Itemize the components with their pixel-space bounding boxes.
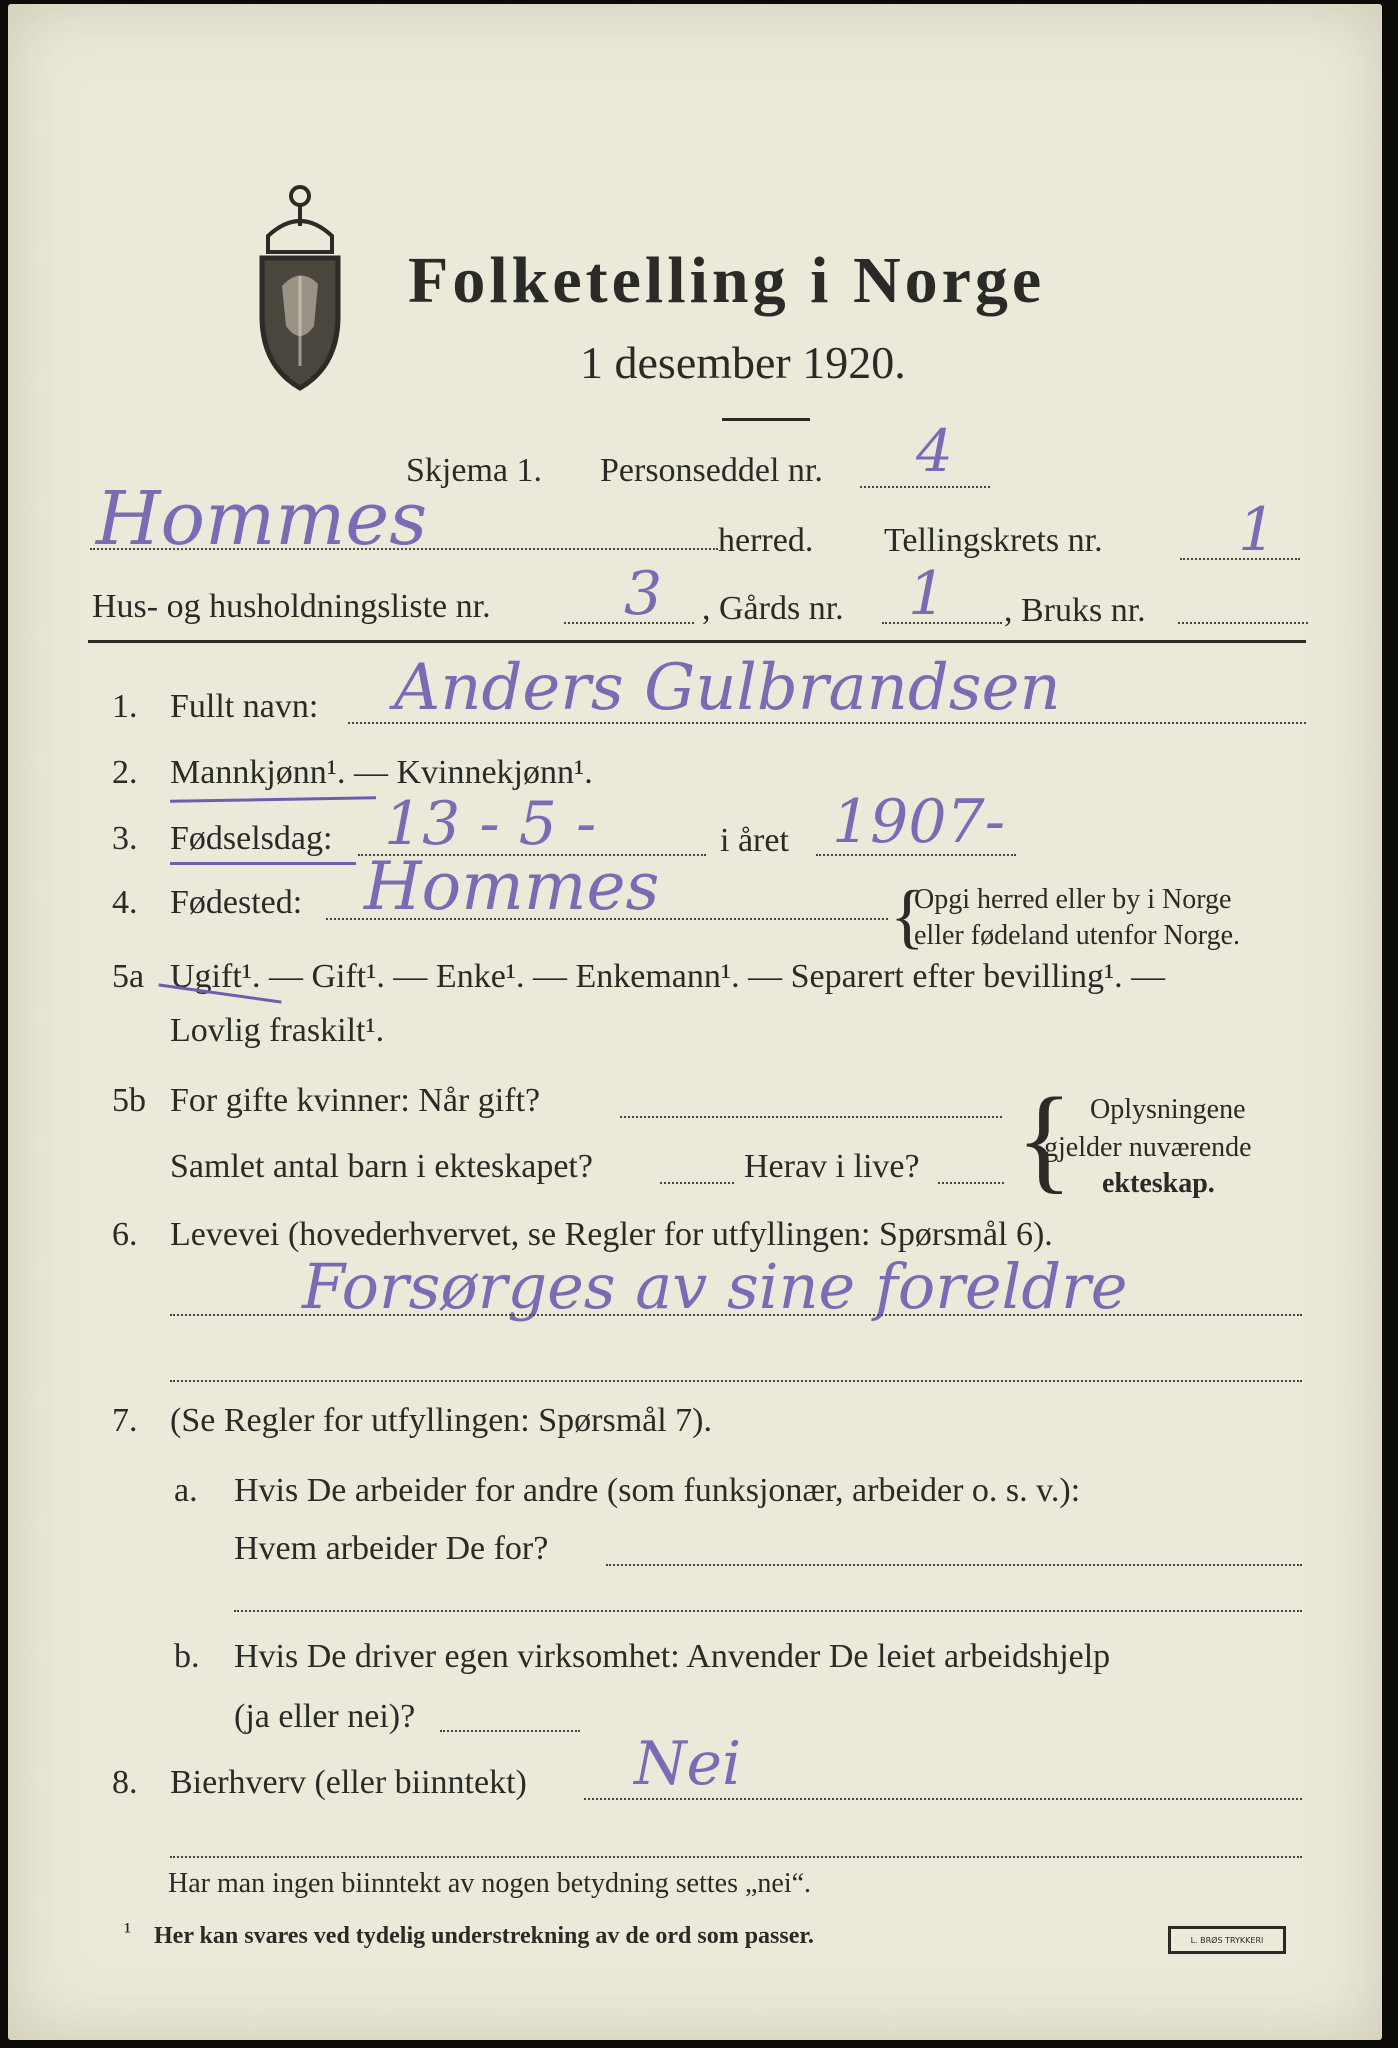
marriage-date-label: For gifte kvinner: Når gift?	[170, 1082, 541, 1119]
marriage-note-line1: Oplysningene	[1090, 1094, 1246, 1125]
q8-number: 8.	[112, 1764, 138, 1801]
person-number-field[interactable]	[860, 486, 990, 488]
birthplace-note-line2: eller fødeland utenfor Norge.	[914, 920, 1241, 951]
footnote-mark: ¹	[124, 1919, 132, 1945]
tellingskrets-value: 1	[1238, 495, 1277, 565]
gender-options: Mannkjønn¹. — Kvinnekjønn¹.	[170, 754, 593, 791]
gards-label: , Gårds nr.	[702, 590, 844, 627]
q3-number: 3.	[112, 820, 138, 857]
herred-field[interactable]	[90, 548, 718, 550]
occupation-value: Forsørges av sine foreldre	[302, 1250, 1128, 1323]
q7a-line1: Hvis De arbeider for andre (som funksjonær, arbeider o. s. v.):	[234, 1472, 1081, 1509]
q4-number: 4.	[112, 884, 138, 921]
q2-number: 2.	[112, 754, 138, 791]
q3-label: Fødselsdag:	[170, 820, 333, 857]
occupation-field-line2[interactable]	[170, 1380, 1302, 1382]
herred-label: herred.	[718, 522, 814, 559]
q1-number: 1.	[112, 688, 138, 725]
q7b-letter: b.	[174, 1638, 200, 1675]
person-number-label: Personseddel nr.	[600, 452, 823, 489]
birthdate-underline-mark	[170, 862, 356, 865]
printer-stamp-text: L. BRØS TRYKKERI	[1190, 1935, 1264, 1945]
no-income-note: Har man ingen biinntekt av nogen betydning settes „nei“.	[168, 1868, 812, 1899]
q1-label: Fullt navn:	[170, 688, 319, 725]
children-count-field[interactable]	[660, 1182, 734, 1184]
occupation-label: Levevei (hovederhvervet, se Regler for utfyllingen: Spørsmål 6).	[170, 1216, 1053, 1253]
birthplace-note-brace: {	[890, 876, 925, 956]
marital-status-options: Ugift¹. — Gift¹. — Enke¹. — Enkemann¹. — Separert efter bevilling¹. —	[170, 958, 1166, 995]
employer-field-line1[interactable]	[606, 1564, 1302, 1566]
marriage-note-line2: gjelder nuværende	[1044, 1132, 1252, 1163]
q7-number: 7.	[112, 1402, 138, 1439]
birth-year-value: 1907-	[832, 787, 1005, 857]
census-form-page	[8, 4, 1382, 2040]
title-divider	[722, 418, 810, 421]
bruks-label: , Bruks nr.	[1004, 592, 1146, 629]
gender-underline-mark	[170, 796, 376, 803]
q7b-line1: Hvis De driver egen virksomhet: Anvender De leiet arbeidshjelp	[234, 1638, 1111, 1675]
q5b-number: 5b	[112, 1082, 146, 1119]
marital-status-options-cont: Lovlig fraskilt¹.	[170, 1012, 385, 1049]
children-alive-label: Herav i live?	[744, 1148, 920, 1185]
herred-value: Hommes	[96, 476, 428, 562]
q7a-line2: Hvem arbeider De for?	[234, 1530, 549, 1567]
q4-label: Fødested:	[170, 884, 303, 921]
bruks-field[interactable]	[1178, 622, 1308, 624]
household-list-label: Hus- og husholdningsliste nr.	[92, 588, 491, 625]
side-income-label: Bierhverv (eller biinntekt)	[170, 1764, 527, 1801]
birthdate-value: 13 - 5 -	[384, 789, 597, 859]
full-name-value: Anders Gulbrandsen	[394, 651, 1061, 725]
marriage-note-brace: {	[1016, 1073, 1073, 1204]
q7a-letter: a.	[174, 1472, 198, 1509]
printer-stamp	[1168, 1926, 1286, 1954]
side-income-field-line2[interactable]	[170, 1856, 1302, 1858]
marriage-note-line3: ekteskap.	[1102, 1168, 1215, 1199]
q7b-line2: (ja eller nei)?	[234, 1698, 416, 1735]
hired-help-field[interactable]	[440, 1730, 580, 1732]
household-list-value: 3	[624, 559, 663, 629]
coat-of-arms-icon	[240, 166, 360, 396]
header-divider	[88, 640, 1306, 643]
q5a-number: 5a	[112, 958, 145, 995]
census-date: 1 desember 1920.	[580, 337, 906, 388]
birth-year-label: i året	[720, 822, 789, 859]
employer-field-line2[interactable]	[234, 1610, 1302, 1612]
marriage-date-field[interactable]	[620, 1116, 1002, 1118]
side-income-value: Nei	[634, 1729, 742, 1799]
person-number-value: 4	[916, 417, 953, 485]
tellingskrets-label: Tellingskrets nr.	[884, 522, 1103, 559]
gards-value: 1	[908, 559, 947, 629]
children-count-label: Samlet antal barn i ekteskapet?	[170, 1148, 593, 1185]
q6-number: 6.	[112, 1216, 138, 1253]
q7-label: (Se Regler for utfyllingen: Spørsmål 7).	[170, 1402, 713, 1439]
footnote-text: Her kan svares ved tydelig understrekning av de ord som passer.	[154, 1923, 814, 1949]
birthplace-value: Hommes	[364, 848, 660, 925]
birthplace-note-line1: Opgi herred eller by i Norge	[914, 884, 1232, 915]
children-alive-field[interactable]	[938, 1182, 1004, 1184]
occupation-field-line1[interactable]	[170, 1314, 1302, 1316]
schema-label: Skjema 1.	[406, 452, 542, 489]
form-title: Folketelling i Norge	[408, 244, 1046, 317]
